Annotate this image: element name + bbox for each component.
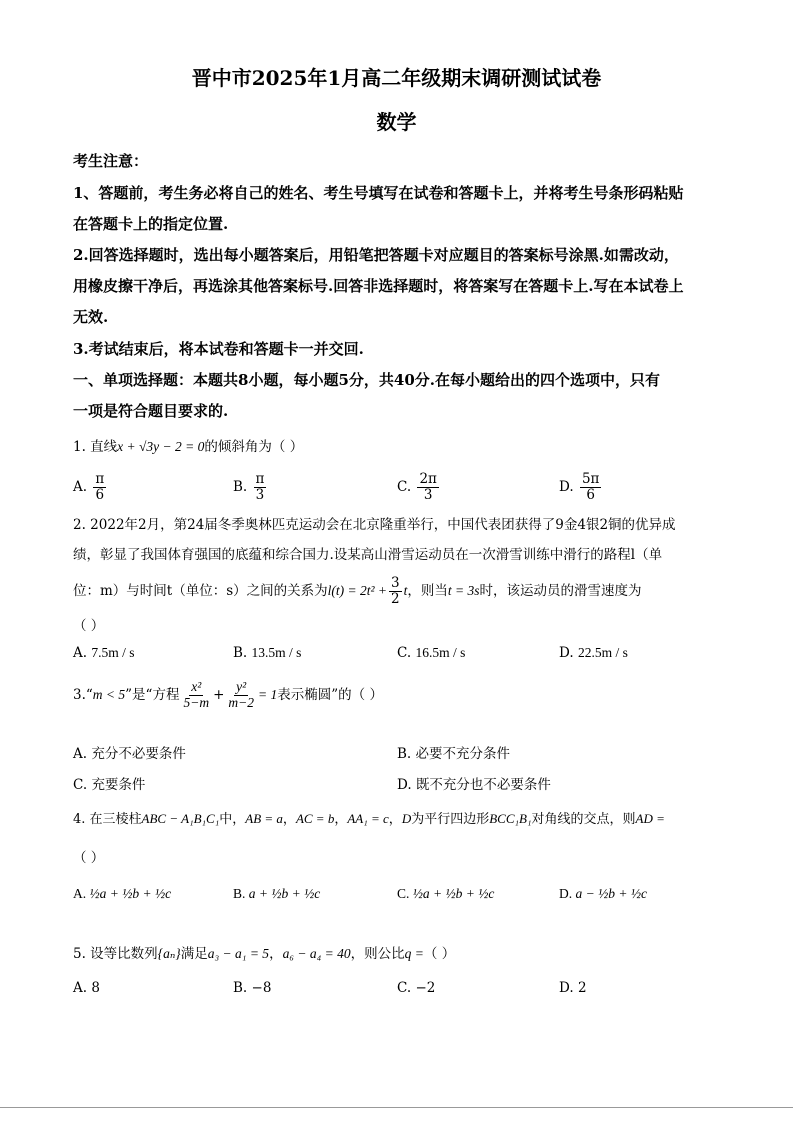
option-label: B. <box>233 478 248 495</box>
option-text: 充要条件 <box>91 777 146 793</box>
option-text: 8 <box>91 980 100 996</box>
q4-option-a[interactable] <box>73 886 171 902</box>
frac-den: 6 <box>95 486 105 503</box>
q3-suffix: 表示椭圆”的（ ） <box>277 686 383 703</box>
q2-line3-c: 时，该运动员的滑雪速度为 <box>479 582 642 599</box>
q5-suffix: （ ） <box>423 946 456 962</box>
page-title: 晋中市2025年1月高二年级期末调研测试试卷 <box>191 66 602 90</box>
q3-mid: ”是“方程 <box>125 686 180 703</box>
notice-item2-line1: 2.回答选择题时，选出每小题答案后，用铅笔把答题卡对应题目的答案标号涂黑.如需改动， <box>73 246 679 264</box>
notice-item2-line3: 无效. <box>73 308 109 326</box>
q2-option-b[interactable] <box>233 645 301 661</box>
q2-option-d[interactable] <box>559 645 628 661</box>
option-text: 7.5m / s <box>91 645 135 660</box>
notice-heading: 考生注意： <box>73 152 149 170</box>
q2-formula-a: l(t) = 2t² + <box>327 582 388 598</box>
option-label: C. <box>397 886 410 901</box>
option-text: ½a + ½b + ½c <box>412 886 495 901</box>
q5-option-d[interactable] <box>559 980 587 996</box>
option-label: D. <box>559 645 574 661</box>
option-text: 16.5m / s <box>415 645 466 660</box>
page-bottom-divider <box>0 1107 793 1108</box>
q3-prefix: 3.“ <box>73 686 93 703</box>
option-label: A. <box>73 746 88 762</box>
q2-formula-num: 3 <box>391 575 400 591</box>
notice-item2-line2: 用橡皮擦干净后，再选涂其他答案标号.回答非选择题时，将答案写在答题卡上.写在本试卷上 <box>73 277 684 295</box>
q3-frac1-num: x² <box>191 679 202 694</box>
q2-line3 <box>73 576 642 607</box>
q4-ad: AD = <box>635 811 665 826</box>
frac-num: 5π <box>581 471 600 487</box>
q2-cond: t = 3s <box>447 582 480 598</box>
q5-mid1: 满足 <box>180 946 208 962</box>
option-text: 22.5m / s <box>577 645 628 660</box>
q1-suffix: 的倾斜角为（ ） <box>204 439 304 455</box>
q2-option-c[interactable] <box>397 645 465 661</box>
q5-c1: a₃ − a₁ = 5 <box>207 946 270 961</box>
option-label: C. <box>73 777 88 793</box>
q4-line1-c: ， <box>388 812 402 827</box>
q3-option-b[interactable] <box>397 742 510 762</box>
option-label: B. <box>233 886 246 901</box>
frac-num: π <box>95 471 105 487</box>
q1-prefix: 1. 直线 <box>73 439 118 455</box>
option-label: C. <box>397 478 412 495</box>
option-text: 2 <box>577 980 587 996</box>
option-text: 必要不充分条件 <box>415 746 511 762</box>
option-text: 既不充分也不必要条件 <box>415 777 551 793</box>
option-label: A. <box>73 645 88 661</box>
option-label: D. <box>559 980 574 996</box>
q4-v3: AA₁ = c <box>347 811 389 826</box>
q4-para: BCC₁B₁ <box>489 811 532 826</box>
option-label: C. <box>397 645 412 661</box>
option-label: C. <box>397 980 412 996</box>
section1-heading-line1: 一、单项选择题：本题共8小题，每小题5分，共40分.在每小题给出的四个选项中，只有 <box>73 371 660 389</box>
q3-eq: = 1 <box>258 686 278 702</box>
q3-option-d[interactable] <box>397 773 551 793</box>
option-label: D. <box>559 886 573 901</box>
option-label: D. <box>397 777 412 793</box>
section1-heading-line2: 一项是符合题目要求的. <box>73 402 229 420</box>
notice-item1-line2: 在答题卡上的指定位置. <box>73 215 229 233</box>
q3-cond: m < 5 <box>92 686 126 702</box>
q2-line2: 绩，彰显了我国体育强国的底蕴和综合国力.设某高山滑雪运动员在一次滑雪训练中滑行的路程l（单 <box>73 547 663 563</box>
q1-option-c[interactable] <box>397 472 441 503</box>
q4-option-b[interactable] <box>233 886 320 902</box>
option-text: −2 <box>415 980 436 996</box>
option-text: a − ½b + ½c <box>575 886 647 901</box>
q5-q: q = <box>404 946 424 961</box>
option-text: 13.5m / s <box>251 645 302 660</box>
q3-option-a[interactable] <box>73 742 186 762</box>
option-label: D. <box>559 478 574 495</box>
q5-option-a[interactable] <box>73 980 100 996</box>
option-label: B. <box>397 746 412 762</box>
q5-prefix: 5. 设等比数列 <box>73 946 158 962</box>
question-4-stem: 4. 在三棱柱ABC − A₁B₁C₁中，AB = a，AC = b，AA₁ = c，D为平行四边形BCC₁B₁对角线的交点，则AD = <box>73 811 665 827</box>
q4-option-d[interactable] <box>559 886 647 902</box>
q4-line1-b: 中， <box>219 812 246 827</box>
q4-option-c[interactable] <box>397 886 494 902</box>
option-text: 充分不必要条件 <box>91 746 186 762</box>
q4-v2: AC = b <box>295 811 335 826</box>
option-text: ½a + ½b + ½c <box>89 886 172 901</box>
q2-line1: 2. 2022年2月，第24届冬季奥林匹克运动会在北京隆重举行，中国代表团获得了9金4银2铜的优异成 <box>73 517 676 533</box>
q2-line3-a: 位：m）与时间t（单位：s）之间的关系为 <box>73 582 328 599</box>
q1-option-d[interactable] <box>559 472 603 503</box>
question-5-stem <box>73 942 455 962</box>
option-label: A. <box>73 478 88 495</box>
frac-num: π <box>255 471 265 487</box>
option-label: B. <box>233 645 248 661</box>
q5-mid2: ，则公比 <box>350 946 405 962</box>
notice-item1-line1: 1、答题前，考生务必将自己的姓名、考生号填写在试卷和答题卡上，并将考生号条形码粘贴 <box>73 184 684 202</box>
q3-plus: + <box>213 686 225 703</box>
q4-prism: ABC − A₁B₁C₁ <box>141 811 220 826</box>
q4-line1-d: 为平行四边形 <box>411 812 490 827</box>
q2-answer-bracket: （ ） <box>73 618 105 634</box>
q3-frac1-den: 5−m <box>183 694 210 710</box>
q5-sep: ， <box>269 946 283 962</box>
option-label: A. <box>73 886 87 901</box>
q4-answer-bracket: （ ） <box>73 850 105 866</box>
option-text: −8 <box>251 980 272 996</box>
frac-den: 3 <box>255 486 265 503</box>
q2-option-a[interactable] <box>73 645 134 661</box>
q1-option-a[interactable] <box>73 472 108 503</box>
frac-den: 3 <box>423 486 433 503</box>
notice-item3: 3.考试结束后，将本试卷和答题卡一并交回. <box>73 340 364 358</box>
q4-line1-e: 对角线的交点，则 <box>531 812 636 827</box>
q5-option-c[interactable] <box>397 980 435 996</box>
q1-option-b[interactable] <box>233 472 268 503</box>
subject-title: 数学 <box>376 110 417 134</box>
option-label: B. <box>233 980 248 996</box>
option-label: A. <box>73 980 88 996</box>
q3-frac2-num: y² <box>236 679 247 694</box>
q2-formula-den: 2 <box>391 590 400 607</box>
q5-c2: a₆ − a₄ = 40 <box>282 946 351 961</box>
q3-option-c[interactable] <box>73 773 145 793</box>
question-1-stem <box>73 435 303 455</box>
q4-d: D <box>401 811 412 826</box>
q1-equation: x + √3y − 2 = 0 <box>117 439 205 454</box>
q2-line3-b: ，则当 <box>407 582 448 599</box>
question-3-stem <box>73 680 383 711</box>
q4-v1: AB = a <box>245 811 283 826</box>
frac-num: 2π <box>419 471 437 487</box>
option-text: a + ½b + ½c <box>248 886 321 901</box>
q5-option-b[interactable] <box>233 980 271 996</box>
frac-den: 6 <box>586 486 595 503</box>
q3-frac2-den: m−2 <box>228 694 254 710</box>
q4-line1-a: 4. 在三棱柱 <box>73 812 142 827</box>
q2-formula-b: t <box>403 582 408 598</box>
q5-seq: {aₙ} <box>157 946 181 961</box>
